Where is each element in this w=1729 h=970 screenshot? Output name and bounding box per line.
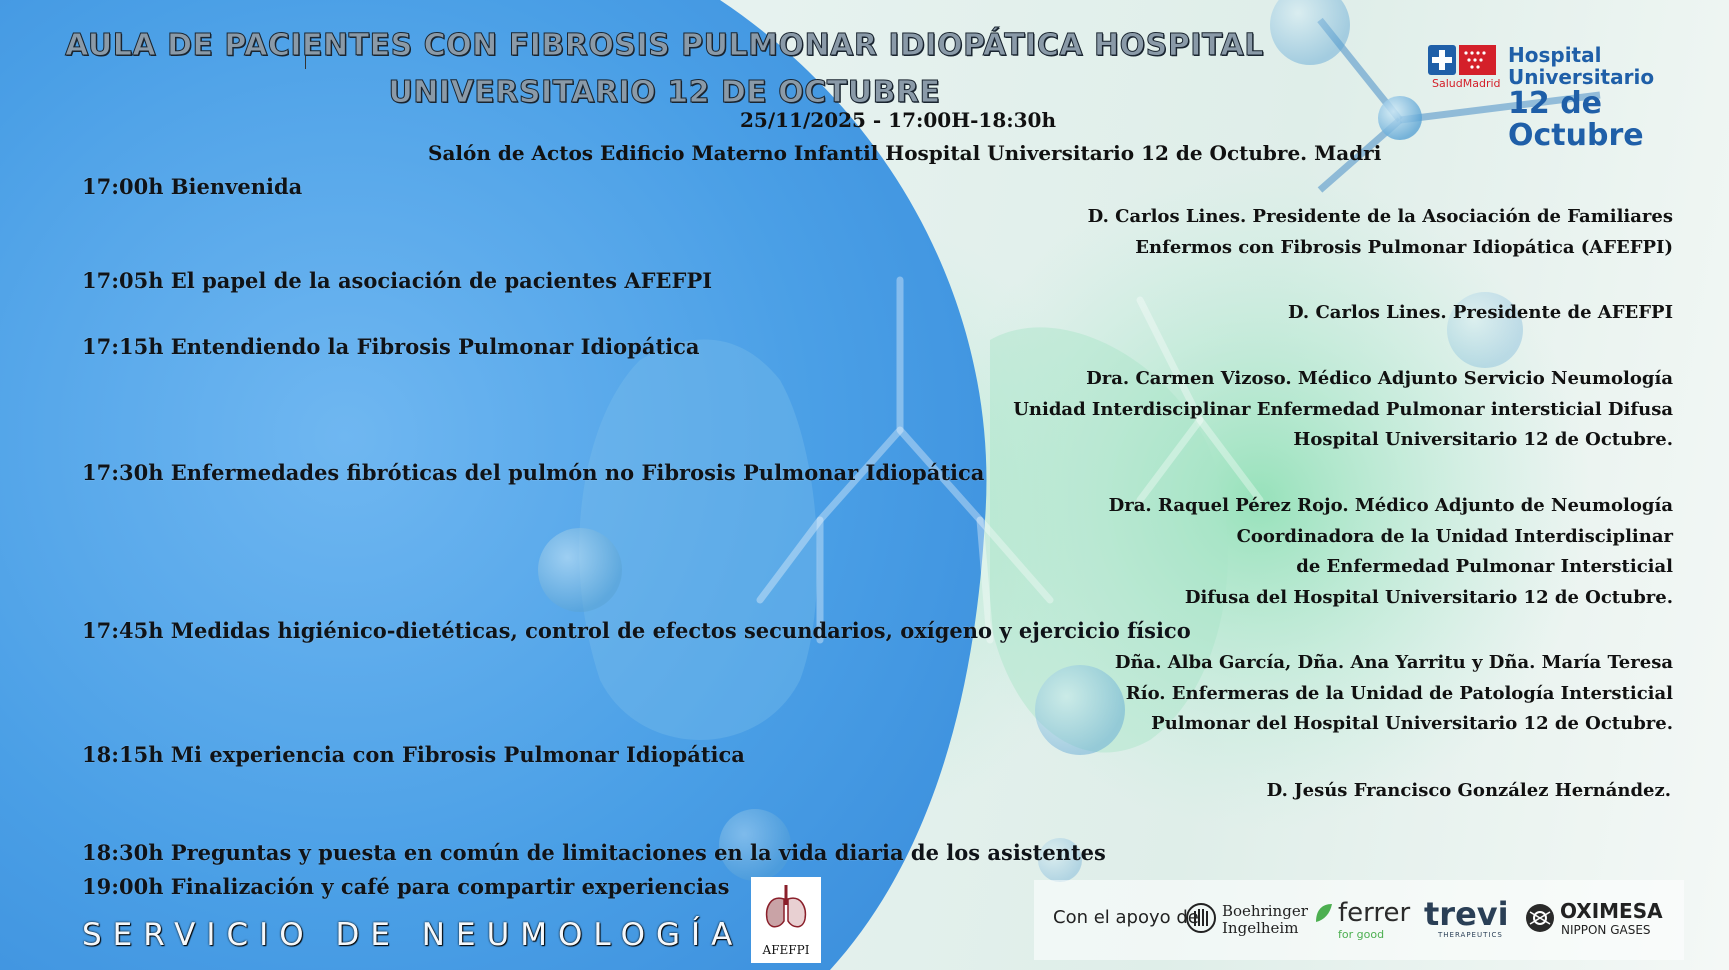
program-item: 17:15h Entendiendo la Fibrosis Pulmonar Idiopática [82,334,700,359]
program-item: 17:30h Enfermedades fibróticas del pulmón no Fibrosis Pulmonar Idiopática [82,460,985,485]
bubble [1035,665,1125,755]
title-line-2: UNIVERSITARIO 12 DE OCTUBRE [388,75,941,110]
department-name: SERVICIO DE NEUMOLOGÍA [82,917,744,953]
boehringer-line-2: Ingelheim [1222,919,1299,937]
speaker-line: Dra. Carmen Vizoso. Médico Adjunto Servicio Neumología [1086,368,1673,389]
program-item: 19:00h Finalización y café para compartir experiencias [82,874,730,899]
title-line-1: AULA DE PACIENTES CON FIBROSIS PULMONAR IDIOPÁTICA HOSPITAL [65,28,1264,63]
boehringer-emblem-icon [1185,902,1217,934]
ferrer-tagline: for good [1338,928,1385,941]
speaker-block [1088,202,1673,263]
program-item: 17:45h Medidas higiénico-dietéticas, control de efectos secundarios, oxígeno y ejercicio físico [82,618,1191,643]
program-item: 18:30h Preguntas y puesta en común de limitaciones en la vida diaria de los asistentes [82,840,1106,865]
boehringer-logo [1222,903,1308,937]
afefpi-logo-label: AFEFPI [762,943,810,957]
trevi-tagline: THERAPEUTICS [1438,931,1503,939]
speaker-block [1288,298,1673,329]
hospital-name-line-2: 12 de Octubre [1508,86,1644,153]
speaker-line: Pulmonar del Hospital Universitario 12 de Octubre. [1151,713,1673,734]
ferrer-leaf-icon [1312,902,1334,926]
hospital-name-line-1: Hospital Universitario [1508,43,1655,89]
speaker-block [1013,364,1673,456]
speaker-line: Dña. Alba García, Dña. Ana Yarritu y Dña. María Teresa [1114,652,1673,673]
speaker-line: D. Jesús Francisco González Hernández. [1266,780,1671,801]
boehringer-line-1: Boehringer [1222,902,1308,920]
event-date: 25/11/2025 - 17:00H-18:30h [740,108,1056,132]
speaker-line: de Enfermedad Pulmonar Intersticial [1296,556,1673,577]
afefpi-logo [751,877,821,963]
trevi-logo: trevi [1424,895,1509,933]
speaker-line: Dra. Raquel Pérez Rojo. Médico Adjunto de Neumología [1108,495,1673,516]
bubble [538,528,622,612]
oximesa-emblem-icon [1524,902,1556,934]
program-item: 17:05h El papel de la asociación de pacientes AFEFPI [82,268,713,293]
speaker-block [1267,776,1671,807]
lung-silhouette-left [579,340,817,740]
speaker-line: D. Carlos Lines. Presidente de la Asociación de Familiares [1087,206,1673,227]
speaker-line: Difusa del Hospital Universitario 12 de Octubre. [1184,586,1673,608]
salud-madrid-label: SaludMadrid [1432,77,1501,90]
afefpi-lung-icon [751,877,821,937]
speaker-block [1115,648,1673,740]
speaker-line: Unidad Interdisciplinar Enfermedad Pulmonar intersticial Difusa [1013,398,1673,420]
ferrer-logo: ferrer [1338,898,1411,928]
oximesa-tagline: NIPPON GASES [1561,923,1651,937]
support-text: Con el apoyo de [1053,907,1199,928]
hospital-name [1508,44,1729,152]
oximesa-logo: OXIMESA [1560,899,1663,923]
speaker-line: Río. Enfermeras de la Unidad de Patología Intersticial [1125,682,1673,704]
speaker-line: Coordinadora de la Unidad Interdisciplinar [1236,525,1673,547]
speaker-line: Enfermos con Fibrosis Pulmonar Idiopática (AFEFPI) [1135,236,1673,258]
program-item: 17:00h Bienvenida [82,174,303,199]
speaker-line: D. Carlos Lines. Presidente de AFEFPI [1287,302,1673,323]
program-item: 18:15h Mi experiencia con Fibrosis Pulmonar Idiopática [82,742,745,767]
event-venue: Salón de Actos Edificio Materno Infantil Hospital Universitario 12 de Octubre. Madri [428,141,1382,165]
speaker-block [1109,491,1673,613]
speaker-line: Hospital Universitario 12 de Octubre. [1293,429,1673,450]
